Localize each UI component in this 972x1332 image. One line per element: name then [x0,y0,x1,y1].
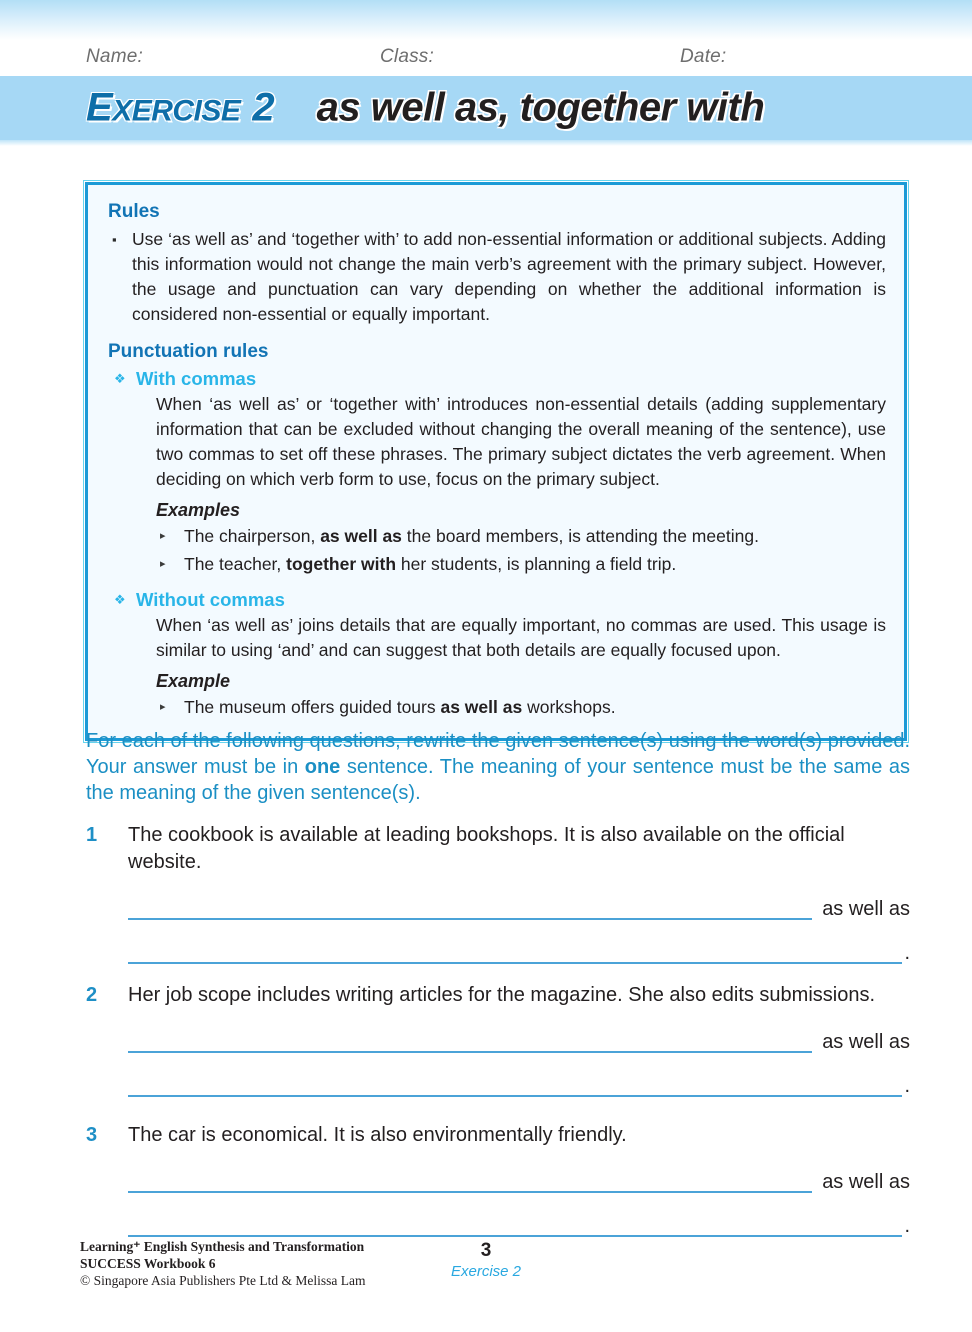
example-item [156,694,886,721]
example-text [184,694,616,721]
question-1-answer-row-1 [86,890,910,920]
spacer [108,579,886,587]
answer-keyword: as well as [822,898,910,920]
example-text-post: workshops. [522,697,616,717]
answer-line[interactable] [128,1207,902,1237]
exercise-word [86,86,240,131]
footer-exercise-label: Exercise 2 [450,1263,522,1280]
rules-box [85,182,907,741]
exercise-word-rest: XERCISE [112,94,241,128]
without-commas-body [108,613,886,721]
question-1-head [86,822,910,876]
page-footer [0,1238,972,1308]
date-field-label: Date: [680,46,727,67]
exercise-topic: as well as, together with [316,85,765,130]
answer-period: . [904,1215,910,1237]
name-field-label: Name: [86,46,143,67]
without-commas-examples-label: Example [156,671,231,691]
with-commas-body [108,392,886,578]
answer-line[interactable] [128,934,902,964]
rules-heading: Rules [108,201,160,222]
rules-bullet-text: Use ‘as well as’ and ‘together with’ to add non-essential information or additional subjects. Adding this information would not change the main verb’s agreement with the primary subject. However, the usage and punctuation can vary depending on whether the additional information is considered non-essential or equally important. [132,229,886,324]
arrow-bullet-icon [156,694,184,721]
answer-period: . [904,942,910,964]
example-item [156,551,886,578]
answer-line[interactable] [128,1163,812,1193]
arrow-bullet-icon [156,551,184,578]
question-1-text: The cookbook is available at leading bookshops. It is also available on the official website. [128,824,845,873]
example-text-bold: as well as [320,526,402,546]
without-commas-text: When ‘as well as’ joins details that are equally important, no commas are used. This usage is similar to using ‘and’ and can suggest that both details are equally focused upon. [156,615,886,660]
example-text-post: her students, is planning a field trip. [396,554,677,574]
example-text-pre: The museum offers guided tours [184,697,441,717]
class-field-label: Class: [380,46,434,67]
punctuation-rules-heading: Punctuation rules [108,341,269,362]
instructions-emphasis: one [304,756,341,778]
question-2-number: 2 [86,984,98,1006]
square-bullet-icon [108,227,132,327]
page-header [0,0,972,140]
question-3-number: 3 [86,1124,98,1146]
without-commas-label: Without commas [136,589,285,610]
title-band [0,76,972,140]
instructions-paragraph [86,728,910,806]
example-text-pre: The teacher, [184,554,287,574]
answer-keyword: as well as [822,1031,910,1053]
question-3-answer-row-1 [86,1163,910,1193]
with-commas-item [108,366,886,392]
instructions-part1: For each of the following questions, rewrite the given sentence(s) using the word(s) provided. Your answer must be in [86,730,910,778]
header-gradient-band [0,0,972,40]
example-text-bold: together with [286,554,397,574]
question-3-head [86,1122,910,1149]
question-2-answer-row-1 [86,1023,910,1053]
example-text-pre: The chairperson, [184,526,321,546]
title-row [86,86,764,131]
question-2-answer-row-2 [86,1067,910,1097]
header-fields-row [0,40,972,76]
example-item [156,523,886,550]
question-2-head [86,982,910,1009]
with-commas-examples-label: Examples [156,500,241,520]
footer-page-info [0,1240,972,1282]
question-2 [86,982,910,1097]
example-text-bold: as well as [440,697,523,717]
arrow-bullet-icon [156,523,184,550]
example-text-post: the board members, is attending the meeting. [401,526,759,546]
footer-line-2: SUCCESS Workbook 6 [80,1256,216,1271]
question-3 [86,1122,910,1237]
answer-line[interactable] [128,1067,902,1097]
footer-line-1: Learning⁺ English Synthesis and Transformation [80,1239,365,1254]
exercise-word-capital: E [86,85,113,130]
page-number: 3 [480,1240,492,1261]
answer-line[interactable] [128,890,812,920]
with-commas-text: When ‘as well as’ or ‘together with’ introduces non-essential details (adding supplementary information that can be excluded without changing the overall meaning of the sentence), use two commas to set off these phrases. The primary subject dictates the verb agreement. When deciding on which verb form to use, focus on the primary subject. [156,394,886,489]
diamond-bullet-icon [108,587,136,613]
answer-line[interactable] [128,1023,812,1053]
question-2-text: Her job scope includes writing articles for the magazine. She also edits submissions. [128,984,876,1006]
question-1-number: 1 [86,824,98,846]
instructions-part2: sentence. The meaning of your sentence must be the same as the meaning of the given sentence(s). [86,756,910,804]
example-text [184,523,759,550]
diamond-bullet-icon [108,366,136,392]
rules-bullet-item [108,227,886,327]
answer-period: . [904,1075,910,1097]
example-text [184,551,676,578]
without-commas-item [108,587,886,613]
with-commas-label: With commas [136,368,257,389]
exercise-number: 2 [252,85,275,130]
footer-copyright: © Singapore Asia Publishers Pte Ltd & Melissa Lam [80,1273,366,1288]
question-1 [86,822,910,964]
question-3-text: The car is economical. It is also environmentally friendly. [128,1124,627,1146]
answer-keyword: as well as [822,1171,910,1193]
question-1-answer-row-2 [86,934,910,964]
question-3-answer-row-2 [86,1207,910,1237]
